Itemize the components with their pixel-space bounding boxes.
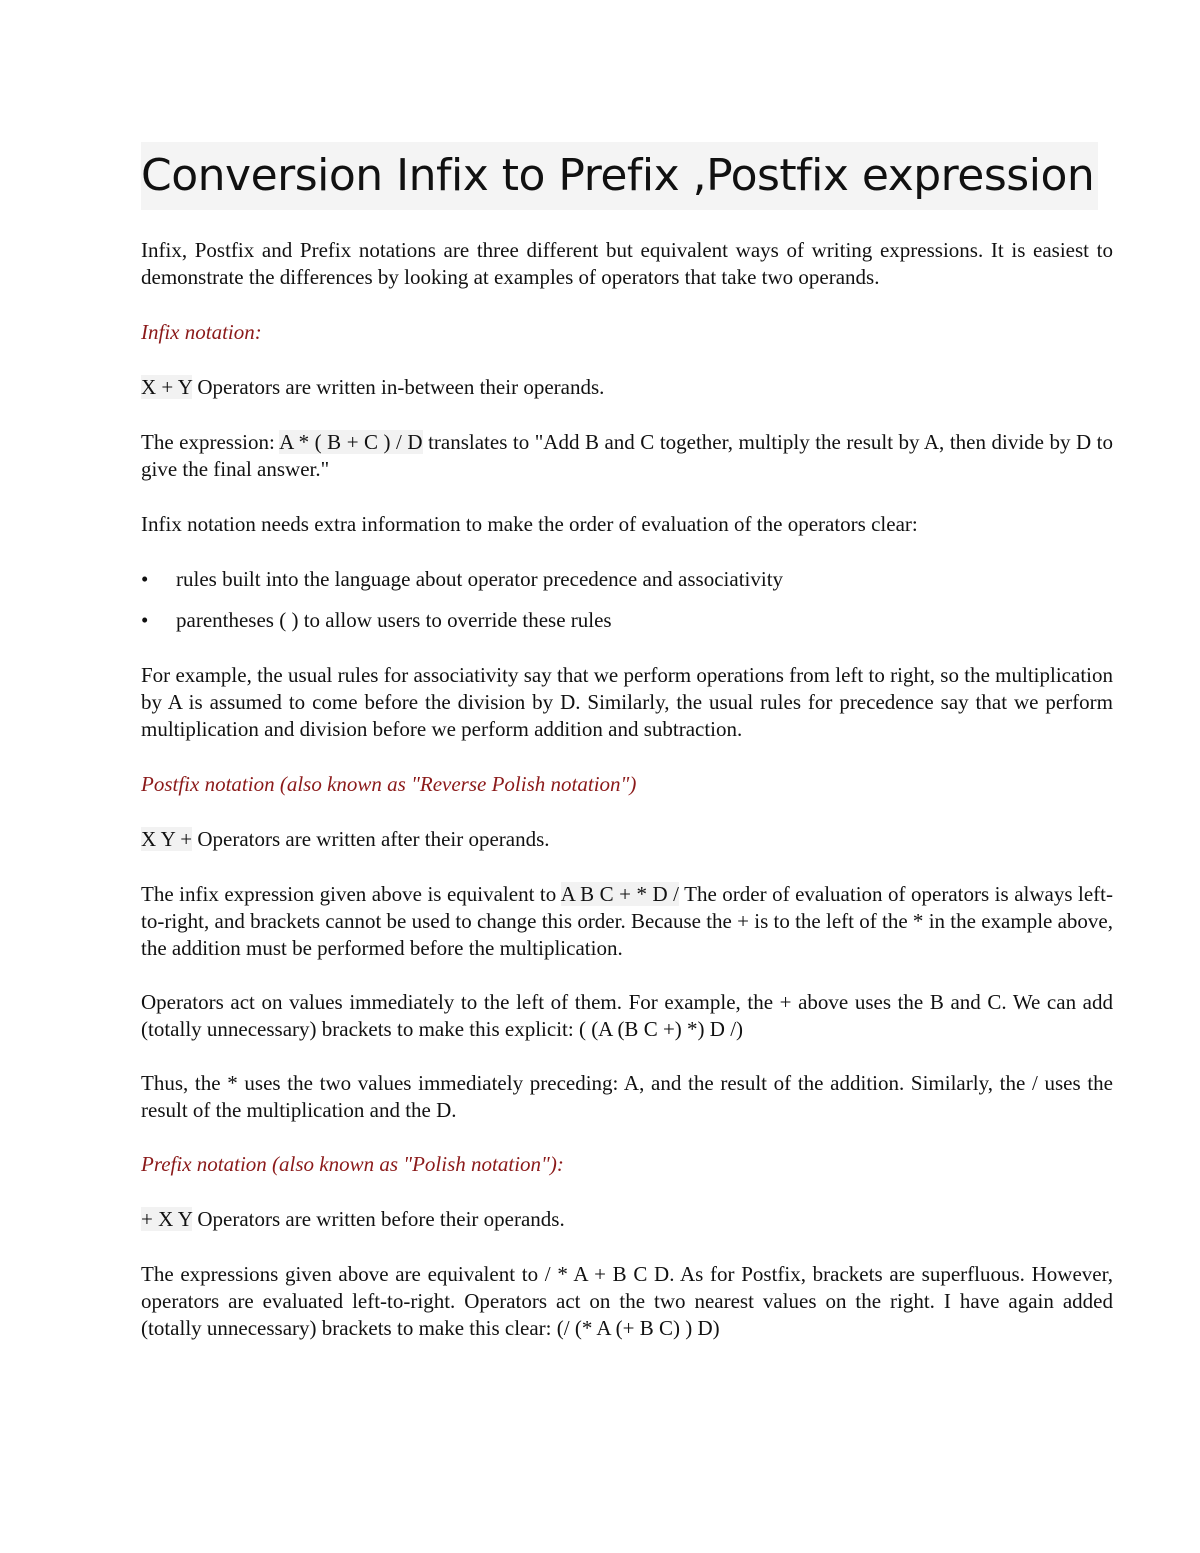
infix-expression-intro: The expression: bbox=[141, 430, 280, 454]
postfix-example-line bbox=[141, 826, 1113, 853]
infix-info-paragraph: Infix notation needs extra information to make the order of evaluation of the operators clear: bbox=[141, 512, 918, 536]
prefix-example-text: Operators are written before their operands. bbox=[192, 1207, 565, 1231]
postfix-example-expression: X Y + bbox=[141, 827, 193, 851]
bullet-icon: • bbox=[141, 608, 149, 632]
postfix-example-text: Operators are written after their operands. bbox=[192, 827, 550, 851]
postfix-expression-paragraph bbox=[141, 881, 1113, 962]
infix-rules-list bbox=[141, 566, 1113, 634]
list-item bbox=[141, 566, 1113, 593]
postfix-expression-intro: The infix expression given above is equivalent to bbox=[141, 882, 561, 906]
list-item bbox=[141, 607, 1113, 634]
page-title: Conversion Infix to Prefix ,Postfix expression bbox=[141, 142, 1098, 210]
prefix-expression-paragraph: The expressions given above are equivalent to / * A + B C D. As for Postfix, brackets are superfluous. However, operators are evaluated left-to-right. Operators act on the two nearest values on the right. I have again added (totally unnecessary) brackets to make this clear: (/ (* A (+ B C) ) D) bbox=[141, 1262, 1113, 1340]
intro-paragraph: Infix, Postfix and Prefix notations are three different but equivalent ways of writing expressions. It is easiest to demonstrate the differences by looking at examples of operators that take two operands. bbox=[141, 238, 1113, 289]
infix-example-expression: X + Y bbox=[141, 375, 193, 399]
infix-example-line bbox=[141, 374, 1113, 401]
list-item-text: parentheses ( ) to allow users to override these rules bbox=[176, 608, 612, 632]
prefix-heading: Prefix notation (also known as "Polish notation"): bbox=[141, 1152, 564, 1176]
infix-expression-explanation: translates to "Add B and C together, multiply the result by A, then divide by D to give the final answer." bbox=[141, 430, 1113, 481]
infix-expression: A * ( B + C ) / D bbox=[279, 430, 423, 454]
document-page bbox=[141, 142, 1113, 1342]
associativity-paragraph: For example, the usual rules for associativity say that we perform operations from left to right, so the multiplication by A is assumed to come before the division by D. Similarly, the usual rules for precedence say that we perform multiplication and division before we perform addition and subtraction. bbox=[141, 663, 1113, 741]
infix-expression-paragraph bbox=[141, 429, 1113, 483]
list-item-text: rules built into the language about operator precedence and associativity bbox=[176, 567, 784, 591]
postfix-expression-explanation: The order of evaluation of operators is always left-to-right, and brackets cannot be used to change this order. Because the + is to the left of the * in the example above, the addition must be performed before the multiplication. bbox=[141, 882, 1113, 960]
prefix-example-expression: + X Y bbox=[141, 1207, 193, 1231]
infix-example-text: Operators are written in-between their operands. bbox=[192, 375, 605, 399]
title-row bbox=[141, 142, 1113, 210]
postfix-thus-paragraph: Thus, the * uses the two values immediately preceding: A, and the result of the addition. Similarly, the / uses the result of the multiplication and the D. bbox=[141, 1071, 1113, 1122]
infix-heading: Infix notation: bbox=[141, 320, 262, 344]
postfix-heading: Postfix notation (also known as "Reverse Polish notation") bbox=[141, 772, 637, 796]
postfix-operand-paragraph: Operators act on values immediately to the left of them. For example, the + above uses the B and C. We can add (totally unnecessary) brackets to make this explicit: ( (A (B C +) *) D /) bbox=[141, 990, 1113, 1041]
bullet-icon: • bbox=[141, 567, 149, 591]
postfix-expression: A B C + * D / bbox=[560, 882, 679, 906]
prefix-example-line bbox=[141, 1206, 1113, 1233]
